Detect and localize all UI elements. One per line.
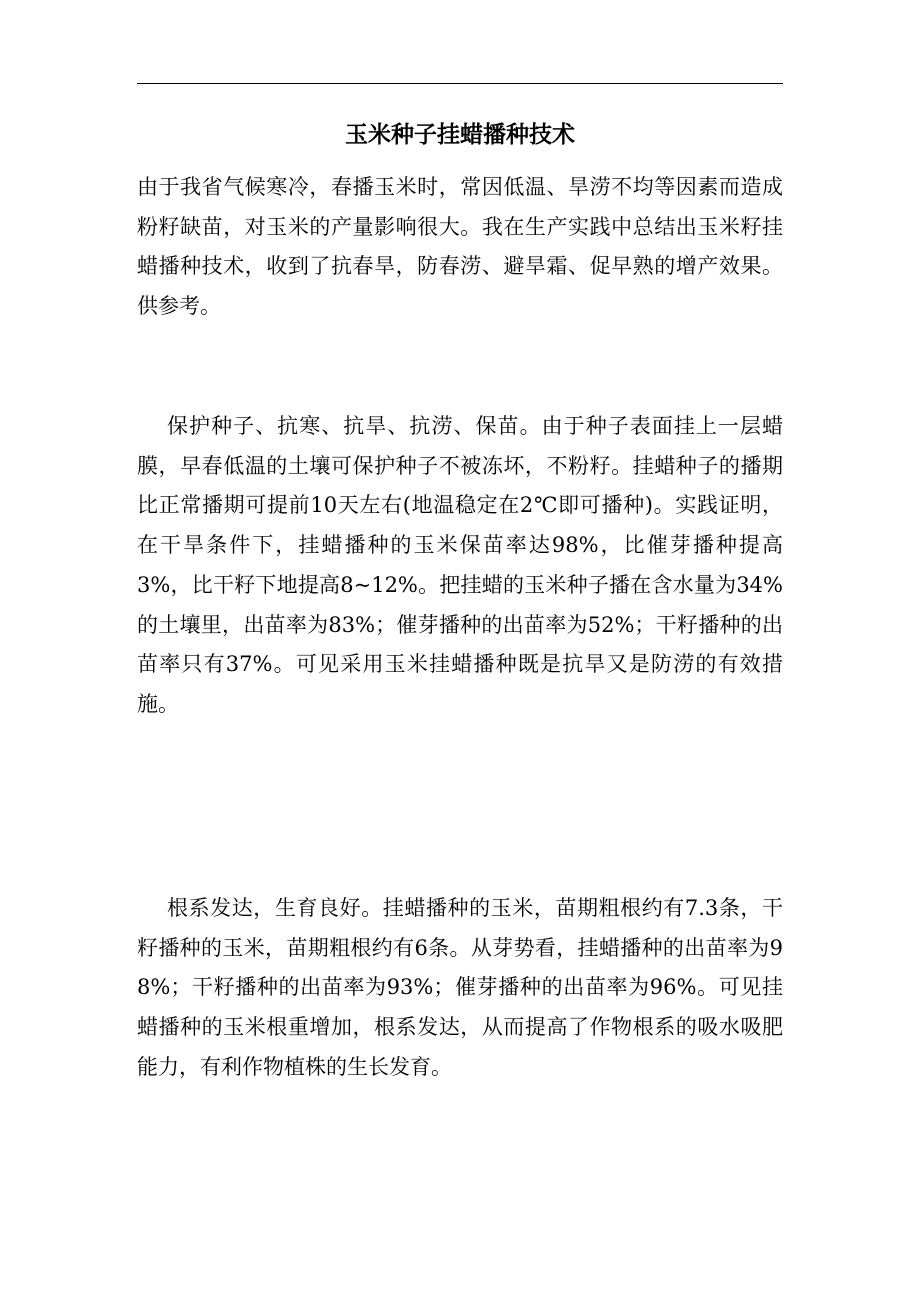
paragraph-intro: 由于我省气候寒冷，春播玉米时，常因低温、旱涝不均等因素而造成粉籽缺苗，对玉米的产量影响很大。我在生产实践中总结出玉米籽挂蜡播种技术，收到了抗春旱，防春涝、避旱霜、促早熟的增产效果。供参考。	[137, 175, 783, 319]
document-title: 玉米种子挂蜡播种技术	[345, 121, 575, 148]
paragraph-protection: 保护种子、抗寒、抗旱、抗涝、保苗。由于种子表面挂上一层蜡膜，早春低温的土壤可保护种子不被冻坏，不粉籽。挂蜡种子的播期比正常播期可提前10天左右(地温稳定在2℃即可播种)。实践证明，在干旱条件下，挂蜡播种的玉米保苗率达98%，比催芽播种提高3%，比干籽下地提高8~12%。把挂蜡的玉米种子播在含水量为34%的土壤里，出苗率为83%；催芽播种的出苗率为52%；干籽播种的出苗率只有37%。可见采用玉米挂蜡播种既是抗旱又是防涝的有效措施。	[137, 414, 783, 716]
paragraph-roots: 根系发达，生育良好。挂蜡播种的玉米，苗期粗根约有7.3条，干籽播种的玉米，苗期粗根约有6条。从芽势看，挂蜡播种的出苗率为98%；干籽播种的出苗率为93%；催芽播种的出苗率为96%。可见挂蜡播种的玉米根重增加，根系发达，从而提高了作物根系的吸水吸肥能力，有利作物植株的生长发育。	[137, 896, 783, 1079]
header-rule	[137, 83, 783, 84]
